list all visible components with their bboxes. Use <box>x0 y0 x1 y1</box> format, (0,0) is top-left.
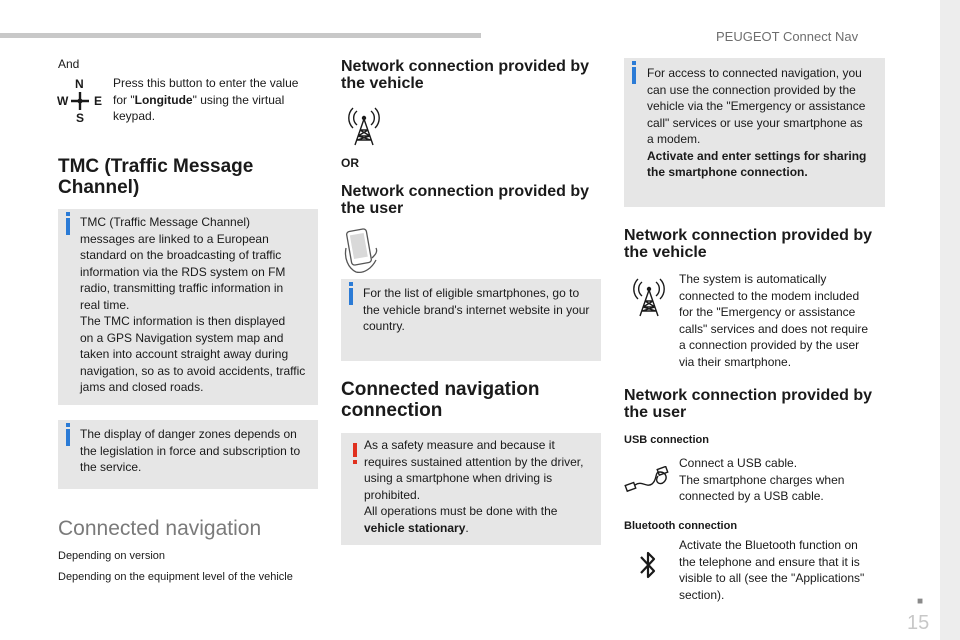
info-marker <box>349 288 353 305</box>
compass-w: W <box>57 94 69 108</box>
connected-access-note <box>624 58 885 207</box>
info-marker <box>66 429 70 446</box>
antenna-icon <box>345 107 383 147</box>
tmc-title: TMC (Traffic Message Channel) <box>58 156 254 198</box>
depending-version: Depending on version <box>58 550 166 562</box>
side-band <box>940 0 960 640</box>
danger-note-text: The display of danger zones depends on the legislation in force and subscription to the service. <box>80 427 301 474</box>
page-number: 15 <box>907 612 930 634</box>
smartphone-list-note <box>341 279 601 361</box>
page-header-title: PEUGEOT Connect Nav <box>716 29 859 44</box>
antenna-icon <box>630 278 668 318</box>
warning-marker <box>353 443 357 457</box>
safety-warning <box>341 433 601 545</box>
compass-n: N <box>75 77 84 91</box>
vehicle-network-title-2: Network connection provided by the vehicle <box>624 227 873 261</box>
info-marker <box>632 67 636 84</box>
compass-icon <box>56 78 102 124</box>
user-network-title: Network connection provided by the user <box>341 183 590 217</box>
longitude-instruction: Press this button to enter the value for "Longitude" using the virtual keypad. <box>113 76 299 123</box>
user-network-title-2: Network connection provided by the user <box>624 387 873 421</box>
depending-equipment: Depending on the equipment level of the vehicle <box>58 571 293 583</box>
or-label: OR <box>341 156 359 170</box>
smartphone-hand-icon <box>342 228 382 274</box>
connected-navigation-connection-title: Connected navigation connection <box>341 379 540 421</box>
connected-navigation-title: Connected navigation <box>58 517 262 540</box>
usb-cable-icon <box>624 466 670 498</box>
bluetooth-connection-label: Bluetooth connection <box>624 520 738 532</box>
and-label: And <box>58 57 80 71</box>
usb-connection-description: Connect a USB cable. The smartphone charges when connected by a USB cable. <box>679 456 845 503</box>
bluetooth-icon <box>637 548 659 582</box>
smartphone-note-text: For the list of eligible smartphones, go to the vehicle brand's internet website in your country. <box>363 286 590 333</box>
bluetooth-connection-description: Activate the Bluetooth function on the telephone and ensure that it is visible to all (see the "Applications" section). <box>679 538 865 602</box>
danger-zone-note <box>58 420 318 489</box>
tmc-note <box>58 209 318 405</box>
access-note-text: For access to connected navigation, you can use the connection provided by the vehicle via the "Emergency or assistance call" services or use your smartphone as a modem. Activate and enter settings for sharing the smartphone connection. <box>647 66 867 179</box>
tmc-note-text: TMC (Traffic Message Channel) messages are linked to a European standard on the broadcasting of traffic information via the RDS system on FM radio, transmitting traffic information in real time. The TMC information is then displayed on a GPS Navigation system map and taken into account straight away during navigation, so as to avoid accidents, traffic jams and closed roads. <box>80 215 306 394</box>
vehicle-network-description: The system is automatically connected to the modem included for the "Emergency or assistance calls" services and does not require a connection provided by the user via their smartphone. <box>679 272 869 369</box>
side-mark: ■ <box>917 596 924 607</box>
usb-connection-label: USB connection <box>624 434 709 446</box>
header-rule <box>0 33 481 38</box>
info-marker <box>66 218 70 235</box>
compass-s: S <box>76 111 85 125</box>
vehicle-network-title: Network connection provided by the vehicle <box>341 58 590 92</box>
safety-warning-text: As a safety measure and because it requires sustained attention by the driver, using a smartphone when driving is prohibited. All operations must be done with the vehicle stationary. <box>364 438 584 535</box>
compass-e: E <box>94 94 103 108</box>
